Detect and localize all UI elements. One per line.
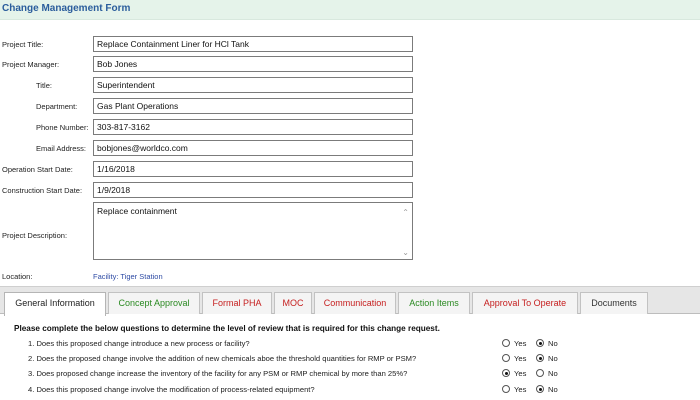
question-row-1	[0, 339, 700, 351]
construction-start-row	[0, 182, 700, 198]
scroll-up-icon[interactable]: ⌃	[402, 208, 409, 217]
radio-icon[interactable]	[502, 339, 510, 347]
radio-icon[interactable]	[502, 354, 510, 362]
project-title-row	[0, 36, 700, 52]
page-title: Change Management Form	[2, 3, 131, 14]
yes-option[interactable]: Yes	[502, 339, 526, 348]
operation-start-label: Operation Start Date:	[2, 165, 73, 174]
radio-selected-icon[interactable]	[536, 354, 544, 362]
question-text: 1. Does this proposed change introduce a new process or facility?	[28, 339, 250, 348]
email-input[interactable]: bobjones@worldco.com	[93, 140, 413, 156]
tab-formal-pha[interactable]: Formal PHA	[202, 292, 272, 314]
department-row	[0, 98, 700, 114]
radio-icon[interactable]	[536, 369, 544, 377]
location-label: Location:	[2, 272, 33, 281]
construction-start-input[interactable]: 1/9/2018	[93, 182, 413, 198]
email-row	[0, 140, 700, 156]
title-input[interactable]: Superintendent	[93, 77, 413, 93]
no-option[interactable]: No	[536, 369, 558, 378]
tab-documents[interactable]: Documents	[580, 292, 648, 314]
project-title-input[interactable]: Replace Containment Liner for HCl Tank	[93, 36, 413, 52]
question-text: 3. Does proposed change increase the inventory of the facility for any PSM or RMP chemical by more than 25%?	[28, 369, 408, 378]
project-description-textarea[interactable]	[93, 202, 413, 260]
project-manager-label: Project Manager:	[2, 60, 60, 69]
tab-communication[interactable]: Communication	[314, 292, 396, 314]
radio-selected-icon[interactable]	[536, 339, 544, 347]
operation-start-input[interactable]: 1/16/2018	[93, 161, 413, 177]
no-option[interactable]: No	[536, 385, 558, 394]
question-row-4	[0, 385, 700, 397]
radio-selected-icon[interactable]	[536, 385, 544, 393]
form-header	[0, 0, 700, 20]
scroll-down-icon[interactable]: ⌄	[402, 248, 409, 257]
project-description-label: Project Description:	[2, 231, 68, 240]
tab-bar	[0, 286, 700, 314]
project-title-label: Project Title:	[2, 40, 44, 49]
location-value[interactable]: Facility: Tiger Station	[93, 272, 163, 281]
yes-option[interactable]: Yes	[502, 385, 526, 394]
question-text: 4. Does this proposed change involve the modification of process-related equipment?	[28, 385, 315, 394]
phone-label: Phone Number:	[36, 123, 89, 132]
construction-start-label: Construction Start Date:	[2, 186, 83, 195]
project-manager-input[interactable]: Bob Jones	[93, 56, 413, 72]
department-label: Department:	[36, 102, 78, 111]
yes-option[interactable]: Yes	[502, 354, 526, 363]
tab-moc[interactable]: MOC	[274, 292, 312, 314]
question-row-2	[0, 354, 700, 366]
yes-option[interactable]: Yes	[502, 369, 526, 378]
tab-concept-approval[interactable]: Concept Approval	[108, 292, 200, 314]
no-option[interactable]: No	[536, 339, 558, 348]
question-row-3	[0, 369, 700, 381]
department-input[interactable]: Gas Plant Operations	[93, 98, 413, 114]
title-row	[0, 77, 700, 93]
radio-icon[interactable]	[502, 385, 510, 393]
operation-start-row	[0, 161, 700, 177]
question-text: 2. Does the proposed change involve the addition of new chemicals aboe the threshold quantities for RMP or PSM?	[28, 354, 417, 363]
instructions-text: Please complete the below questions to determine the level of review that is required for this change request.	[14, 324, 440, 333]
phone-row	[0, 119, 700, 135]
tab-approval-to-operate[interactable]: Approval To Operate	[472, 292, 578, 314]
radio-selected-icon[interactable]	[502, 369, 510, 377]
email-label: Email Address:	[36, 144, 87, 153]
no-option[interactable]: No	[536, 354, 558, 363]
project-manager-row	[0, 56, 700, 72]
tab-action-items[interactable]: Action Items	[398, 292, 470, 314]
title-label: Title:	[36, 81, 52, 90]
phone-input[interactable]: 303-817-3162	[93, 119, 413, 135]
project-description-text: Replace containment	[97, 206, 177, 216]
tab-general-information[interactable]: General Information	[4, 292, 106, 316]
